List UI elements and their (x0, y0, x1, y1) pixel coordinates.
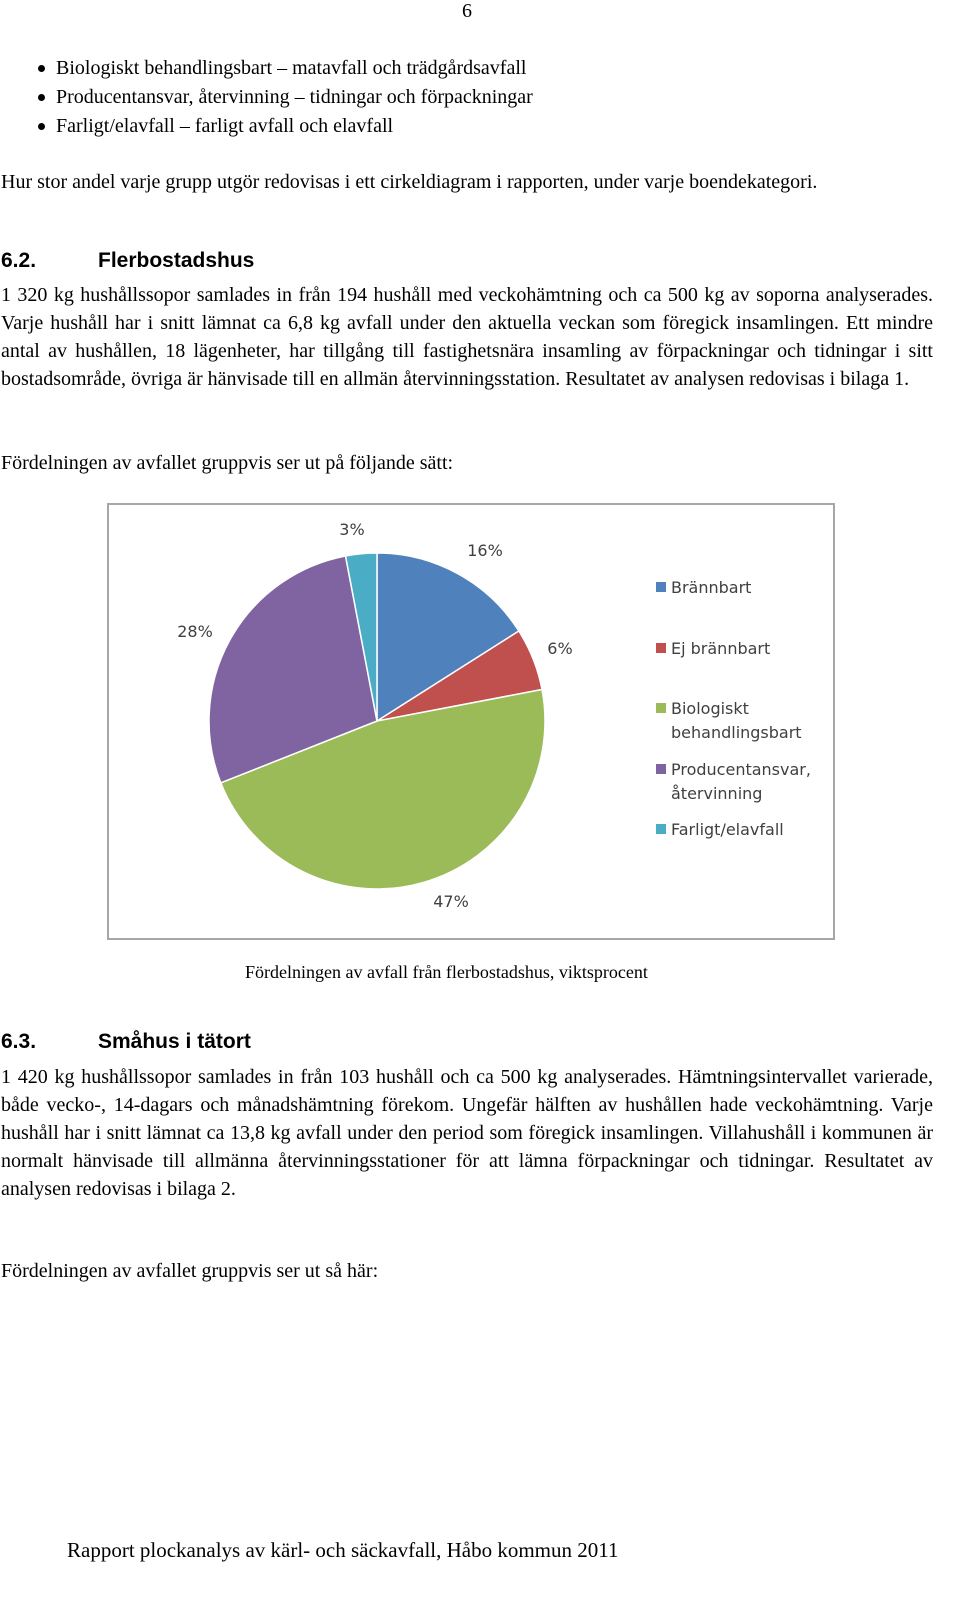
legend-label: behandlingsbart (671, 723, 802, 742)
legend-label: återvinning (671, 784, 763, 803)
legend-swatch (656, 764, 666, 774)
bullet-icon (38, 94, 45, 101)
pie-chart-svg (109, 505, 833, 938)
legend-label: Biologiskt (671, 699, 749, 718)
section-heading-6-2 (1, 248, 254, 274)
data-label: 47% (433, 892, 469, 911)
data-label: 16% (467, 541, 503, 560)
lead-in-text: Fördelningen av avfallet gruppvis ser ut så här: (1, 1260, 379, 1282)
smahus-paragraph: 1 420 kg hushållssopor samlades in från 103 hushåll och ca 500 kg analyserades. Hämtningsintervallet varierade, både vecko-, 14-dagars och månadshämtning förekom. Ungefär hälften av hushållen hade veckohämtning. Varje hushåll har i snitt lämnat ca 13,8 kg avfall under den period som föregick insamlingen. Villahushåll i kommunen är normalt hänvisade till allmänna återvinningsstationer för att lämna förpackningar och tidningar. Resultatet av analysen redovisas i bilaga 2. (1, 1066, 933, 1200)
section-heading-6-3 (1, 1029, 251, 1055)
pie-chart (107, 503, 835, 940)
lead-in-text: Fördelningen av avfallet gruppvis ser ut på följande sätt: (1, 452, 454, 474)
page-number: 6 (462, 0, 472, 22)
bullet-icon (38, 65, 45, 72)
legend-label: Ej brännbart (671, 639, 771, 658)
page-footer: Rapport plockanalys av kärl- och säckavfall, Håbo kommun 2011 (67, 1538, 619, 1562)
bullet-list (38, 54, 533, 141)
data-label: 6% (547, 639, 573, 658)
legend-swatch (656, 703, 666, 713)
legend-swatch (656, 824, 666, 834)
legend-label: Brännbart (671, 578, 752, 597)
legend-swatch (656, 582, 666, 592)
data-label: 3% (339, 520, 365, 539)
list-item: Biologiskt behandlingsbart – matavfall och trädgårdsavfall (38, 54, 533, 83)
legend-label: Farligt/elavfall (671, 820, 784, 839)
section-title: Småhus i tätort (98, 1030, 251, 1053)
section-title: Flerbostadshus (98, 249, 255, 272)
intro-paragraph: Hur stor andel varje grupp utgör redovisas i ett cirkeldiagram i rapporten, under varje boendekategori. (1, 171, 818, 193)
bullet-icon (38, 123, 45, 130)
legend-swatch (656, 643, 666, 653)
list-item: Producentansvar, återvinning – tidningar och förpackningar (38, 83, 533, 112)
data-label: 28% (177, 622, 213, 641)
section-number: 6.3. (1, 1030, 37, 1053)
flerbostadshus-paragraph: 1 320 kg hushållssopor samlades in från 194 hushåll med veckohämtning och ca 500 kg av soporna analyserades. Varje hushåll har i snitt lämnat ca 6,8 kg avfall under den aktuella veckan som föregick insamlingen. Ett mindre antal av hushållen, 18 lägenheter, har tillgång till fastighetsnära insamling av förpackningar och tidningar i sitt bostadsområde, övriga är hänvisade till en allmän återvinningsstation. Resultatet av analysen redovisas i bilaga 1. (1, 284, 933, 390)
legend-label: Producentansvar, (671, 760, 811, 779)
chart-caption: Fördelningen av avfall från flerbostadshus, viktsprocent (245, 962, 648, 982)
list-item: Farligt/elavfall – farligt avfall och elavfall (38, 112, 533, 141)
section-number: 6.2. (1, 249, 37, 272)
